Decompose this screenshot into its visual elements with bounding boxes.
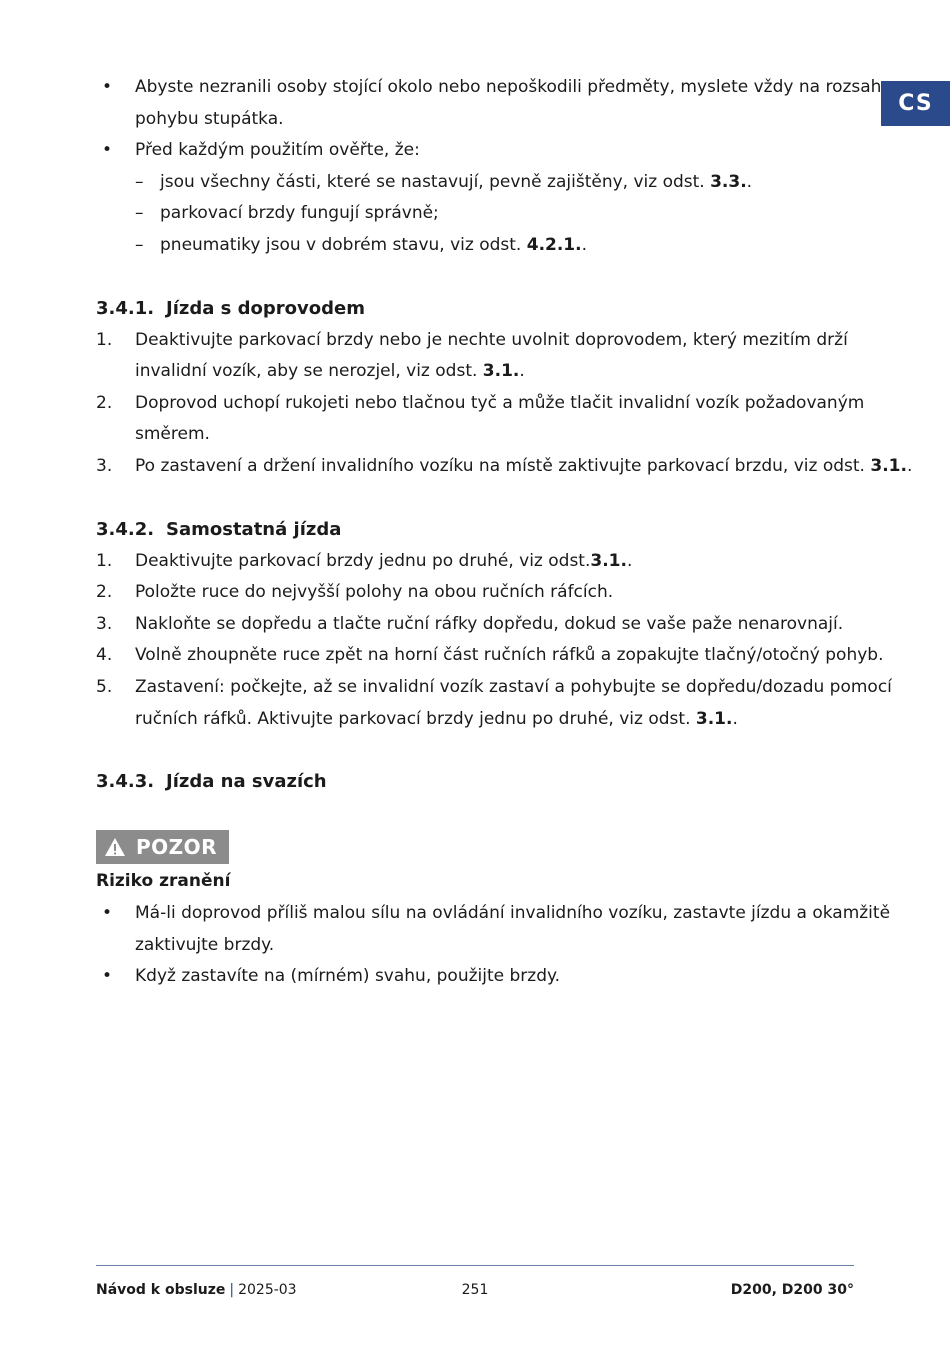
page-number: 251 [461, 1282, 489, 1298]
numbered-item [96, 546, 856, 578]
dash-marker: – [135, 203, 144, 224]
bullet-marker: • [102, 77, 113, 97]
list-item-text: ručních ráfků. Aktivujte parkovací brzdy jednu po druhé, viz odst. [135, 708, 696, 729]
list-item [96, 961, 856, 993]
section-reference: 4.2.1. [526, 234, 582, 255]
warning-label [96, 830, 229, 864]
warning-triangle-icon [104, 837, 126, 857]
footer-divider [96, 1265, 854, 1266]
punctuation: . [906, 455, 913, 476]
list-item-text: jsou všechny části, které se nastavují, pevně zajištěny, viz odst. [160, 171, 711, 192]
section-heading [96, 766, 856, 798]
sub-list-item [96, 198, 856, 230]
list-item-text: Abyste nezranili osoby stojící okolo nebo nepoškodili předměty, myslete vždy na rozsah [135, 77, 882, 97]
numbered-item [96, 672, 892, 704]
list-item-text: Zastavení: počkejte, až se invalidní vozík zastaví a pohybujte se dopředu/dozadu pomocí [135, 676, 892, 697]
section-heading [96, 514, 856, 546]
section-number: 3.4.2. [96, 518, 155, 540]
list-item [96, 72, 882, 104]
numbered-item [96, 451, 913, 483]
list-item-text: Nakloňte se dopředu a tlačte ruční ráfky dopředu, dokud se vaše paže nenarovnají. [135, 613, 844, 634]
numbered-item [96, 577, 856, 609]
numbered-item [96, 325, 856, 357]
list-item-text: Doprovod uchopí rukojeti nebo tlačnou tyč a může tlačit invalidní vozík požadovaným [135, 392, 865, 413]
numbered-item [96, 609, 856, 641]
list-item-text: parkovací brzdy fungují správně; [160, 203, 439, 224]
dash-marker: – [135, 171, 144, 192]
page-content [96, 72, 913, 993]
warning-label-text: POZOR [136, 835, 218, 860]
dash-marker: – [135, 234, 144, 255]
punctuation: . [746, 171, 753, 192]
document-name: Návod k obsluze [96, 1282, 226, 1298]
bullet-marker: • [102, 966, 113, 987]
list-item-continuation [96, 356, 856, 388]
section-reference: 3.1. [870, 455, 907, 476]
section-number: 3.4.3. [96, 771, 155, 793]
list-item-text: Před každým použitím ověřte, že: [135, 140, 420, 161]
list-item-text: Když zastavíte na (mírném) svahu, použijte brzdy. [135, 966, 561, 987]
section-reference: 3.3. [710, 171, 747, 192]
section-heading [96, 293, 856, 325]
section-title: Samostatná jízda [166, 518, 342, 540]
page-footer [96, 1282, 854, 1304]
list-item-continuation [96, 419, 856, 451]
item-number: 5. [96, 676, 113, 697]
list-item-text: pneumatiky jsou v dobrém stavu, viz odst. [160, 234, 527, 255]
numbered-item [96, 640, 884, 672]
list-item-text: Volně zhoupněte ruce zpět na horní část ručních ráfků a zopakujte tlačný/otočný pohyb. [135, 645, 884, 666]
punctuation: . [626, 550, 633, 571]
list-item-text: Po zastavení a držení invalidního vozíku na místě zaktivujte parkovací brzdu, viz odst. [135, 455, 871, 476]
item-number: 3. [96, 455, 113, 476]
language-tab: CS [881, 81, 950, 126]
item-number: 2. [96, 392, 113, 413]
section-title: Jízda s doprovodem [166, 297, 365, 319]
list-item [96, 135, 856, 167]
item-number: 1. [96, 550, 113, 571]
list-item-text: Položte ruce do nejvyšší polohy na obou ručních ráfcích. [135, 582, 614, 603]
list-item-text: Deaktivujte parkovací brzdy jednu po druhé, viz odst. [135, 550, 591, 571]
item-number: 3. [96, 613, 113, 634]
list-item [96, 898, 891, 930]
list-item-text: invalidní vozík, aby se nerozjel, viz odst. [135, 361, 483, 382]
item-number: 1. [96, 329, 113, 350]
punctuation: . [581, 234, 588, 255]
section-title: Jízda na svazích [166, 771, 327, 793]
footer-separator: | [229, 1282, 235, 1298]
list-item-text: pohybu stupátka. [135, 108, 284, 129]
document-date: 2025-03 [238, 1282, 297, 1298]
product-model: D200, D200 30° [730, 1282, 854, 1298]
item-number: 2. [96, 582, 113, 603]
section-reference: 3.1. [590, 550, 627, 571]
bullet-marker: • [102, 903, 113, 924]
section-reference: 3.1. [695, 708, 733, 729]
bullet-marker: • [102, 140, 113, 161]
list-item-text: zaktivujte brzdy. [135, 934, 275, 955]
punctuation: . [519, 361, 525, 382]
list-item-text: Má-li doprovod příliš malou sílu na ovládání invalidního vozíku, zastavte jízdu a okamžitě [135, 903, 891, 924]
list-item-continuation [96, 704, 856, 736]
punctuation: . [732, 708, 738, 729]
list-item-text: směrem. [135, 424, 210, 445]
item-number: 4. [96, 645, 113, 666]
section-number: 3.4.1. [96, 297, 155, 319]
sub-list-item [96, 167, 856, 199]
warning-subtitle: Riziko zranění [96, 871, 231, 892]
section-reference: 3.1. [482, 361, 520, 382]
sub-list-item [96, 230, 856, 262]
list-item-text: Deaktivujte parkovací brzdy nebo je nechte uvolnit doprovodem, který mezitím drží [135, 329, 848, 350]
numbered-item [96, 388, 865, 420]
list-item-continuation [96, 930, 856, 962]
list-item-continuation [96, 104, 856, 136]
